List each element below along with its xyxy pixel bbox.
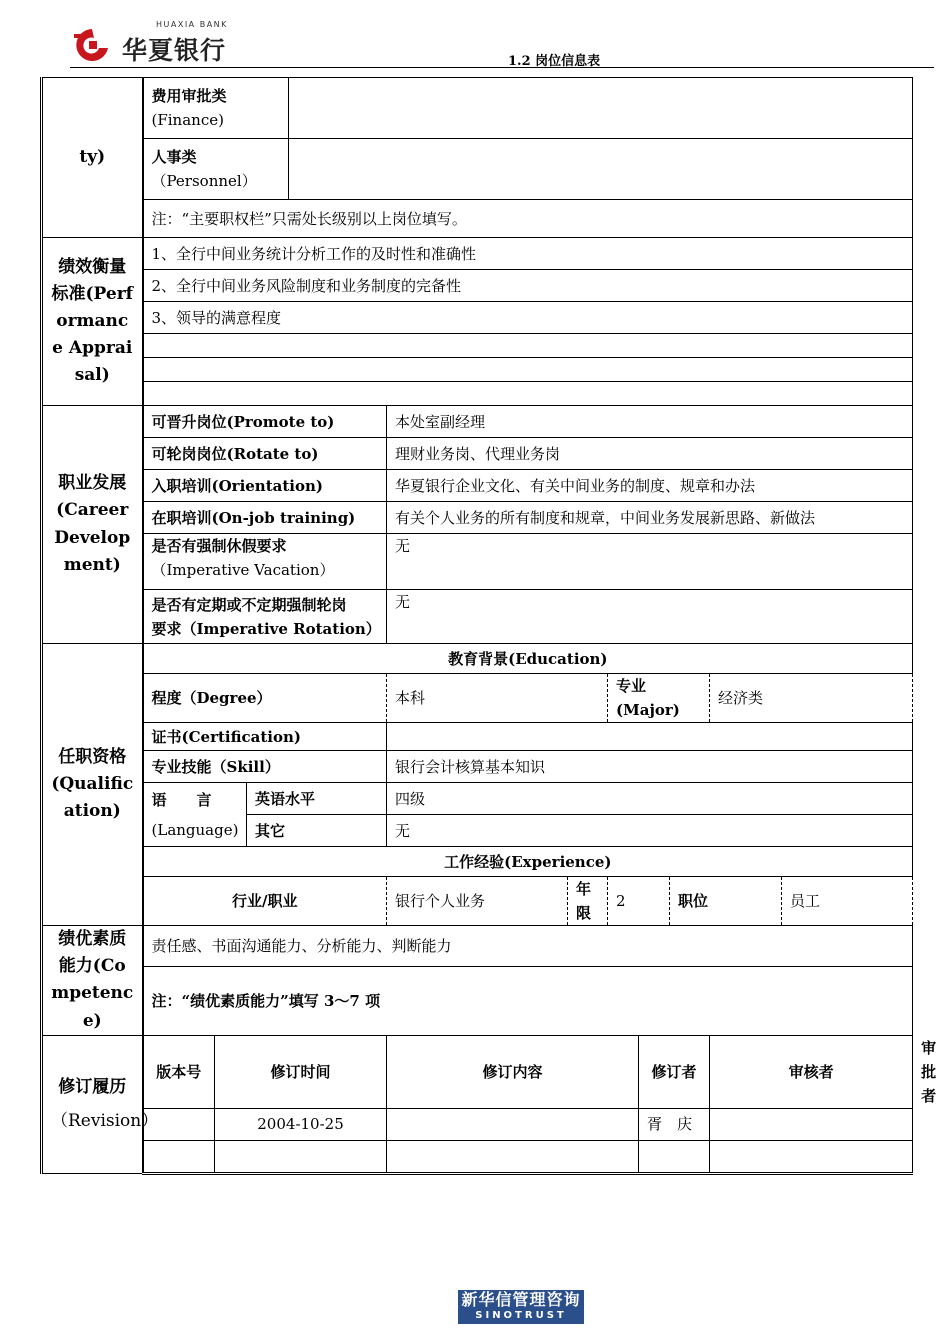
degree-label: 程度（Degree） [143,674,387,723]
section-career: 职业发展(Career Development) [42,406,143,644]
revision-cell [639,1140,710,1173]
revision-cell [710,1108,913,1140]
english-level-label: 英语水平 [247,783,387,815]
finance-label: 费用审批类 (Finance) [143,78,289,139]
personnel-value [289,139,913,200]
revision-cell: 2004-10-25 [215,1108,387,1140]
section-competence: 绩优素质能力(Competence) [42,926,143,1036]
personnel-label: 人事类 （Personnel） [143,139,289,200]
major-label: 专业(Major) [608,674,710,723]
sinotrust-logo [458,1290,584,1324]
language-label: 语 言 (Language) [143,783,247,847]
revision-cell [387,1108,639,1140]
section-authority: ty) [42,78,143,238]
position-label: 职位 [670,877,782,926]
other-language-label: 其它 [247,815,387,847]
orientation-label: 入职培训(Orientation) [143,470,387,502]
skill-label: 专业技能（Skill） [143,751,387,783]
experience-header: 工作经验(Experience) [143,847,913,877]
promote-label: 可晋升岗位(Promote to) [143,406,387,438]
certification-value [387,723,913,751]
revision-header-content: 修订内容 [387,1035,639,1108]
revision-header-date: 修订时间 [215,1035,387,1108]
major-value: 经济类 [710,674,913,723]
authority-note: 注：“主要职权栏”只需处长级别以上岗位填写。 [143,200,913,238]
industry-label: 行业/职业 [143,877,387,926]
english-level-value: 四级 [387,783,913,815]
section-performance: 绩效衡量标准(Performance Appraisal) [42,238,143,406]
performance-item-empty [143,358,913,382]
section-revision: 修订履历 （Revision） [42,1035,143,1173]
revision-cell [710,1140,913,1173]
performance-item-empty [143,334,913,358]
revision-cell: 胥 庆 [639,1108,710,1140]
industry-value: 银行个人业务 [387,877,568,926]
other-language-value: 无 [387,815,913,847]
revision-cell [143,1140,215,1173]
years-value: 2 [608,877,670,926]
revision-cell [387,1140,639,1173]
vacation-value: 无 [387,534,913,590]
onjob-label: 在职培训(On-job training) [143,502,387,534]
revision-header-version: 版本号 [143,1035,215,1108]
logo-english-text: HUAXIA BANK [156,20,228,29]
rotate-label: 可轮岗岗位(Rotate to) [143,438,387,470]
competence-note: 注：“绩优素质能力”填写 3～7 项 [143,967,913,1036]
huaxia-bank-logo-icon [72,26,112,64]
page-header [0,0,950,75]
years-label: 年限 [568,877,608,926]
rotation-value: 无 [387,590,913,644]
footer-logo-chinese: 新华信管理咨询 [461,1290,581,1309]
education-header: 教育背景(Education) [143,644,913,674]
position-value: 员工 [782,877,913,926]
rotate-value: 理财业务岗、代理业务岗 [387,438,913,470]
footer-logo-english: SINOTRUST [475,1310,567,1321]
finance-value [289,78,913,139]
competence-value: 责任感、书面沟通能力、分析能力、判断能力 [143,926,913,967]
degree-value: 本科 [387,674,608,723]
performance-item: 1、全行中间业务统计分析工作的及时性和准确性 [143,238,913,270]
orientation-value: 华夏银行企业文化、有关中间业务的制度、规章和办法 [387,470,913,502]
performance-item: 3、领导的满意程度 [143,302,913,334]
performance-item-empty [143,382,913,406]
certification-label: 证书(Certification) [143,723,387,751]
skill-value: 银行会计核算基本知识 [387,751,913,783]
promote-value: 本处室副经理 [387,406,913,438]
performance-item: 2、全行中间业务风险制度和业务制度的完备性 [143,270,913,302]
section-qualification: 任职资格(Qualification) [42,644,143,926]
rotation-label: 是否有定期或不定期强制轮岗 要求（Imperative Rotation） [143,590,387,644]
revision-cell [215,1140,387,1173]
header-divider [70,67,934,68]
onjob-value: 有关个人业务的所有制度和规章，中间业务发展新思路、新做法 [387,502,913,534]
revision-header-reviewer: 审核者 [710,1035,913,1108]
vacation-label: 是否有强制休假要求 （Imperative Vacation） [143,534,387,590]
job-info-table: ty) 费用审批类 (Finance) 人事类 （Personnel） 注：“主要职权栏”只需处长级别以上岗位填写。 绩效衡量标准(Performance Appraisal) 1、全行中间业务统计分析工作的及时性和准确性 2、全行中间业务风险制度和业务制度的完备性 3、领导的满意程度 职业发展(Career Development) 可晋升岗位(Promote to) 本处室副经理 可轮岗岗位(Rotate to) 理财业务岗、代理业务岗 入职培训(Orientation) 华夏银行企业文化、有关中间业务的制度、规章和办法 在职培训(On-job training) 有关个人业务的所有制度和规章，中间业务发展新思路、新做法 是否有强制休假要求 （Imperative Vacation） 无 是否有定期或不定期强制轮岗 要求（Imperative Rotation） 无 任职资格(Qualification) 教育背景(Education) 程度（Degree） 本科 专业(Major) 经济类 证书(Certification) 专业技能（Skill） 银行会计核算基本知识 语 言 (Language) 英语水平 四级 其它 无 工作经验(Experience) 行业/职业 银行个人业务 年限 2 职位 员工 绩优素质能力(Competence) 责任感、书面沟通能力、分析能力、判断能力 注：“绩优素质能力”填写 3～7 项 修订履历 （Revision） 版本号 修订时间 修订内容 修订者 审核者 审批者 2004-10-25 胥 庆 [40,77,913,1175]
logo-chinese-text: 华夏银行 [122,36,227,65]
document-title: 1.2 岗位信息表 [508,54,601,69]
revision-header-reviser: 修订者 [639,1035,710,1108]
